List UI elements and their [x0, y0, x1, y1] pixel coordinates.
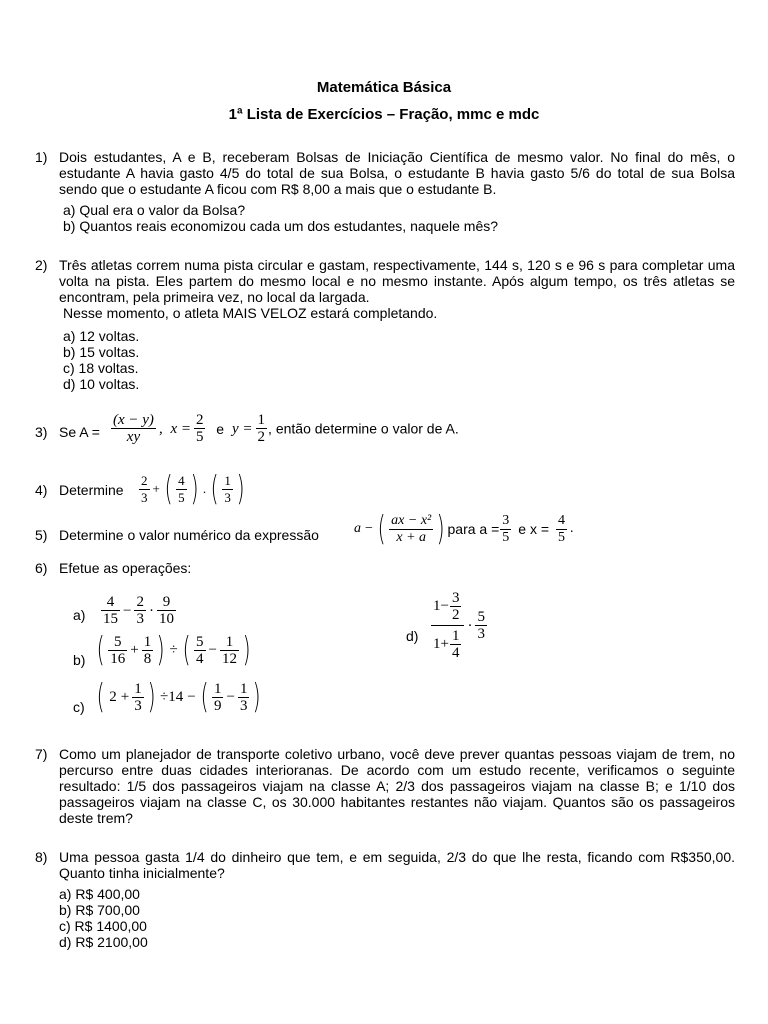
formula-q4: $\frac{2}{3}$ + ( $\frac{4}{5}$ ) . ( $\frac{1}{3}$ )	[141, 469, 245, 509]
numerator: (x − y)	[113, 412, 154, 428]
number-one: 1	[433, 597, 441, 614]
answer-option: a) R$ 400,00	[59, 886, 140, 902]
sub-item: b) Quantos reais economizou cada um dos estudantes, naquele mês?	[63, 218, 499, 234]
item-label-a: a)	[73, 607, 86, 623]
denominator: 5	[558, 529, 566, 545]
numerator: 1	[239, 680, 248, 697]
question-number: 2)	[35, 257, 48, 273]
denominator: 3	[224, 489, 231, 505]
question-text-2: Nesse momento, o atleta MAIS VELOZ estará completando.	[63, 305, 438, 321]
denominator: 5	[502, 529, 510, 545]
variable-a: a	[354, 521, 361, 536]
question-number: 7)	[35, 746, 48, 762]
question-2	[35, 257, 735, 392]
formula-6b: ( $\frac{5}{16}$ + $\frac{1}{8}$ ) ÷ ( $\frac{5}{4}$ − $\frac{1}{12}$ )	[96, 630, 251, 670]
answer-option: c) R$ 1400,00	[59, 918, 147, 934]
denominator: 3	[134, 697, 142, 714]
question-text: Como um planejador de transporte coletivo urbano, você deve prever quantas pessoas viajam de trem, no percurso entre duas cidades interioranas. De acordo com um estudo recente, verificamos o seguinte resultado: 1/5 dos passageiros viajam na classe A; 2/3 dos passageiros viajam na classe B; e 1/10 dos passageiros viajam na classe C, os 30.000 habitantes restantes não viajam. Quantos são os passageiros deste trem?	[59, 746, 735, 826]
question-text: Uma pessoa gasta 1/4 do dinheiro que tem, e em seguida, 2/3 do que lhe resta, ficando com R$350,00. Quanto tinha inicialmente?	[59, 849, 735, 881]
formula-6c: ( 2 + $\frac{1}{3}$ ) ÷14 − ( $\frac{1}{9}$ − $\frac{1}{3}$ )	[96, 677, 262, 717]
question-number: 5)	[35, 527, 48, 543]
numerator: 1	[220, 634, 239, 651]
denominator: 8	[143, 650, 152, 667]
compound-numerator: 1− $\frac{3}{2}$	[431, 590, 464, 626]
numerator: 2	[141, 472, 148, 488]
denominator: 15	[103, 611, 118, 627]
denominator: 3	[477, 626, 485, 642]
answer-option: b) R$ 700,00	[59, 902, 140, 918]
item-label-b: b)	[73, 652, 86, 668]
numerator: ax − x²	[391, 512, 432, 528]
denominator: 5	[178, 489, 185, 505]
numerator: 1	[213, 680, 222, 697]
question-text: Efetue as operações:	[59, 560, 192, 576]
number-one: 1	[433, 635, 441, 652]
formula-a: $\frac{(x - y)}{xy}$ , x = $\frac{2}{5}$ e y = $\frac{1}{2}$ , então determine o valor de A.	[113, 412, 459, 445]
denominator: 3	[141, 489, 148, 505]
denominator: 10	[158, 611, 174, 627]
question-text: Determine	[59, 482, 124, 498]
numerator: 4	[558, 512, 566, 528]
numerator: 1	[134, 680, 142, 697]
ex-text: e x =	[518, 521, 550, 537]
question-number: 3)	[35, 424, 48, 440]
formula-6a: $\frac{4}{15}$ − $\frac{2}{3}$ · $\frac{9}{10}$	[103, 594, 174, 627]
question-text: Se A =	[59, 424, 100, 440]
question-6	[35, 560, 735, 576]
numerator: 4	[178, 472, 185, 488]
answer-option: b) 15 voltas.	[63, 344, 140, 360]
numerator: 2	[136, 594, 144, 610]
question-number: 4)	[35, 482, 48, 498]
denominator: 4	[196, 650, 204, 667]
numerator: 5	[196, 633, 204, 650]
numerator: 1	[451, 628, 460, 644]
numerator: 3	[502, 512, 510, 528]
numerator: 2	[195, 412, 204, 428]
x-equals: x =	[170, 420, 191, 437]
question-text: Três atletas correm numa pista circular e gastam, respectivamente, 144 s, 120 s e 96 s para completar uma volta na pista. Eles partem do mesmo local e no mesmo instante. Após algum tempo, os três atletas se encontram, pela primeira vez, no local da largada.	[59, 257, 735, 305]
denominator: 3	[136, 611, 144, 627]
para-text: para a =	[447, 521, 500, 537]
question-number: 8)	[35, 849, 48, 865]
denominator: 3	[239, 697, 248, 714]
item-label-d: d)	[406, 628, 419, 644]
question-text: Dois estudantes, A e B, receberam Bolsas de Iniciação Científica de mesmo valor. No final do mês, o estudante A havia gasto 4/5 do total de sua Bolsa, o estudante B havia gasto 5/6 do total de sua Bolsa sendo que o estudante A ficou com R$ 8,00 a mais que o estudante B.	[59, 149, 735, 197]
question-text: Determine o valor numérico da expressão	[59, 527, 319, 543]
page-subtitle: 1ª Lista de Exercícios – Fração, mmc e mdc	[228, 106, 540, 123]
numerator: 1	[224, 472, 231, 488]
answer-option: d) 10 voltas.	[63, 376, 140, 392]
item-label-c: c)	[73, 699, 85, 715]
answer-option: d) R$ 2100,00	[59, 934, 148, 950]
denominator: x + a	[396, 529, 427, 545]
question-1	[35, 149, 735, 234]
question-number: 6)	[35, 560, 48, 576]
y-equals: y =	[232, 420, 253, 437]
denominator: 9	[213, 697, 222, 714]
numerator: 1	[143, 633, 152, 650]
page-title: Matemática Básica	[316, 79, 452, 96]
numerator: 1	[257, 412, 266, 428]
denominator: 4	[451, 645, 460, 661]
sub-item: a) Qual era o valor da Bolsa?	[63, 202, 246, 218]
numerator: 3	[451, 590, 460, 606]
denominator: 2	[451, 607, 460, 623]
question-8	[35, 849, 735, 950]
numerator: 5	[108, 634, 127, 651]
question-number: 1)	[35, 149, 48, 165]
denominator: 2	[257, 429, 266, 445]
answer-option: c) 18 voltas.	[63, 360, 139, 376]
numerator: 9	[157, 594, 176, 611]
denominator: xy	[126, 429, 141, 445]
question-text-post: , então determine o valor de A.	[268, 420, 459, 437]
denominator: 5	[195, 429, 204, 445]
formula-q5: a − ( $\frac{\text{ax − x²}}{x + a}$ ) para a = $\frac{3}{5}$ e x = $\frac{4}{5}$ .	[354, 509, 574, 549]
answer-option: a) 12 voltas.	[63, 328, 140, 344]
question-7	[35, 746, 735, 826]
numerator: 5	[477, 609, 485, 625]
denominator: 12	[221, 650, 237, 667]
divide-14: ÷14	[160, 689, 184, 705]
conjunction: e	[216, 420, 225, 437]
compound-denominator: 1+ $\frac{1}{4}$	[433, 628, 460, 661]
numerator: 4	[101, 594, 120, 611]
denominator: 16	[110, 650, 126, 667]
number-two: 2	[109, 689, 117, 705]
formula-6d: 1− $\frac{3}{2}$ 1+ $\frac{1}{4}$ · $\frac{5}{3}$	[433, 590, 485, 661]
